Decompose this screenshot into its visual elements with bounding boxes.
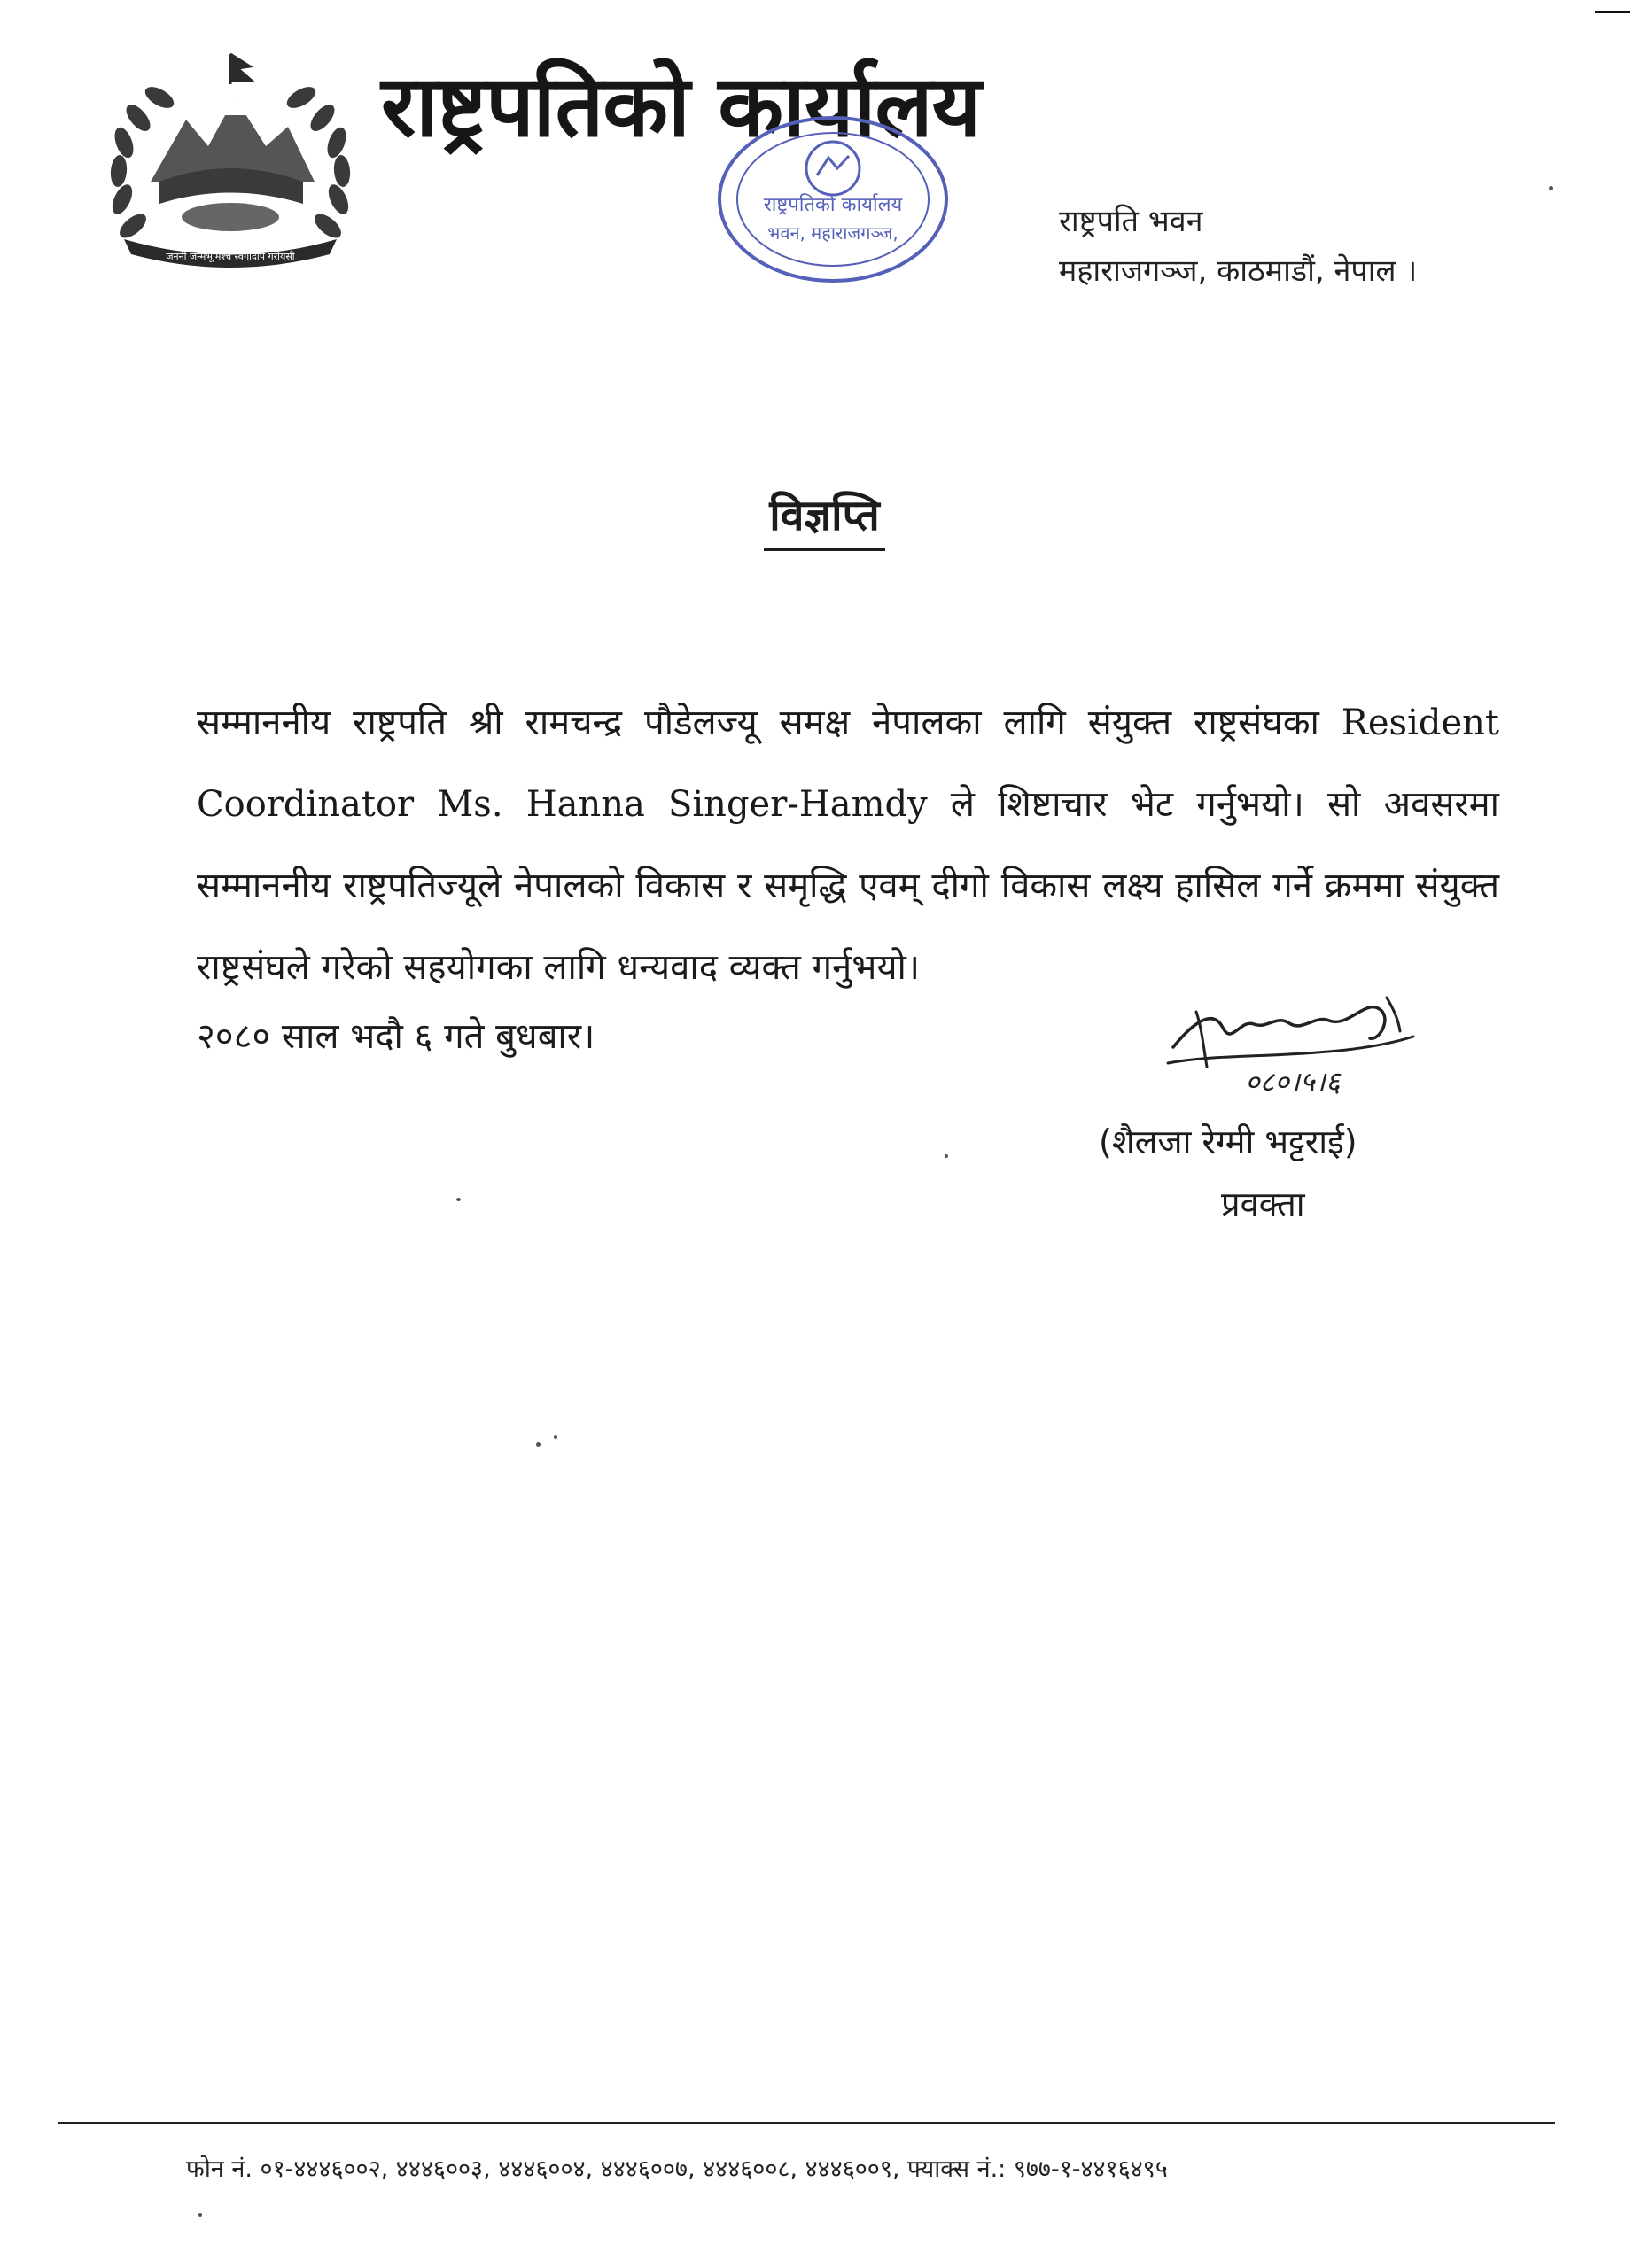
margin-mark xyxy=(1595,11,1630,13)
scan-speck xyxy=(536,1442,541,1447)
handwritten-signature xyxy=(1161,992,1427,1107)
footer-contact: फोन नं. ०१-४४४६००२, ४४४६००३, ४४४६००४, ४४४६००७, ४४४६००८, ४४४६००९, फ्याक्स नं.: ९७७-१-४४१६४९५ xyxy=(186,2155,1168,2183)
notice-body: सम्माननीय राष्ट्रपति श्री रामचन्द्र पौडेलज्यू समक्ष नेपालका लागि संयुक्त राष्ट्रसंघका Resident Coordinator Ms. Hanna Singer-Hamdy ले शिष्टाचार भेट गर्नुभयो। सो अवसरमा सम्माननीय राष्ट्रपतिज्यूले नेपालको विकास र समृद्धि एवम् दीगो विकास लक्ष्य हासिल गर्ने क्रममा संयुक्त राष्ट्रसंघले गरेको सहयोगका लागि धन्यवाद व्यक्त गर्नुभयो। xyxy=(197,703,1499,988)
office-address xyxy=(1059,197,1417,296)
footer-divider xyxy=(58,2122,1555,2124)
svg-text:जननी जन्मभूमिश्च स्वर्गादपि गर: जननी जन्मभूमिश्च स्वर्गादपि गरीयसी xyxy=(166,251,295,262)
notice-date: २०८० साल भदौ ६ गते बुधबार। xyxy=(197,1016,595,1057)
address-line-1: राष्ट्रपति भवन xyxy=(1059,204,1203,239)
scan-speck xyxy=(1549,186,1553,190)
notice-heading xyxy=(0,485,1649,551)
scan-speck xyxy=(554,1435,557,1439)
svg-text:राष्ट्रपतिको कार्यालय: राष्ट्रपतिको कार्यालय xyxy=(763,194,903,216)
office-title: राष्ट्रपतिको कार्यालय xyxy=(381,57,981,156)
scan-speck xyxy=(456,1198,461,1201)
signatory-title: प्रवक्ता xyxy=(1221,1184,1305,1223)
notice-heading-text: विज्ञप्ति xyxy=(764,485,884,551)
signatory-name: (शैलजा रेग्मी भट्टराई) xyxy=(1099,1122,1357,1161)
address-line-2: महाराजगञ्ज, काठमाडौं, नेपाल । xyxy=(1059,253,1418,289)
scan-speck xyxy=(945,1154,948,1158)
signature-date: ०८०।५।६ xyxy=(1245,1065,1341,1099)
nepal-emblem-icon xyxy=(97,49,363,270)
svg-text:भवन, महाराजगञ्ज,: भवन, महाराजगञ्ज, xyxy=(767,222,898,244)
scan-speck xyxy=(198,2213,202,2217)
official-stamp-icon xyxy=(700,106,957,292)
